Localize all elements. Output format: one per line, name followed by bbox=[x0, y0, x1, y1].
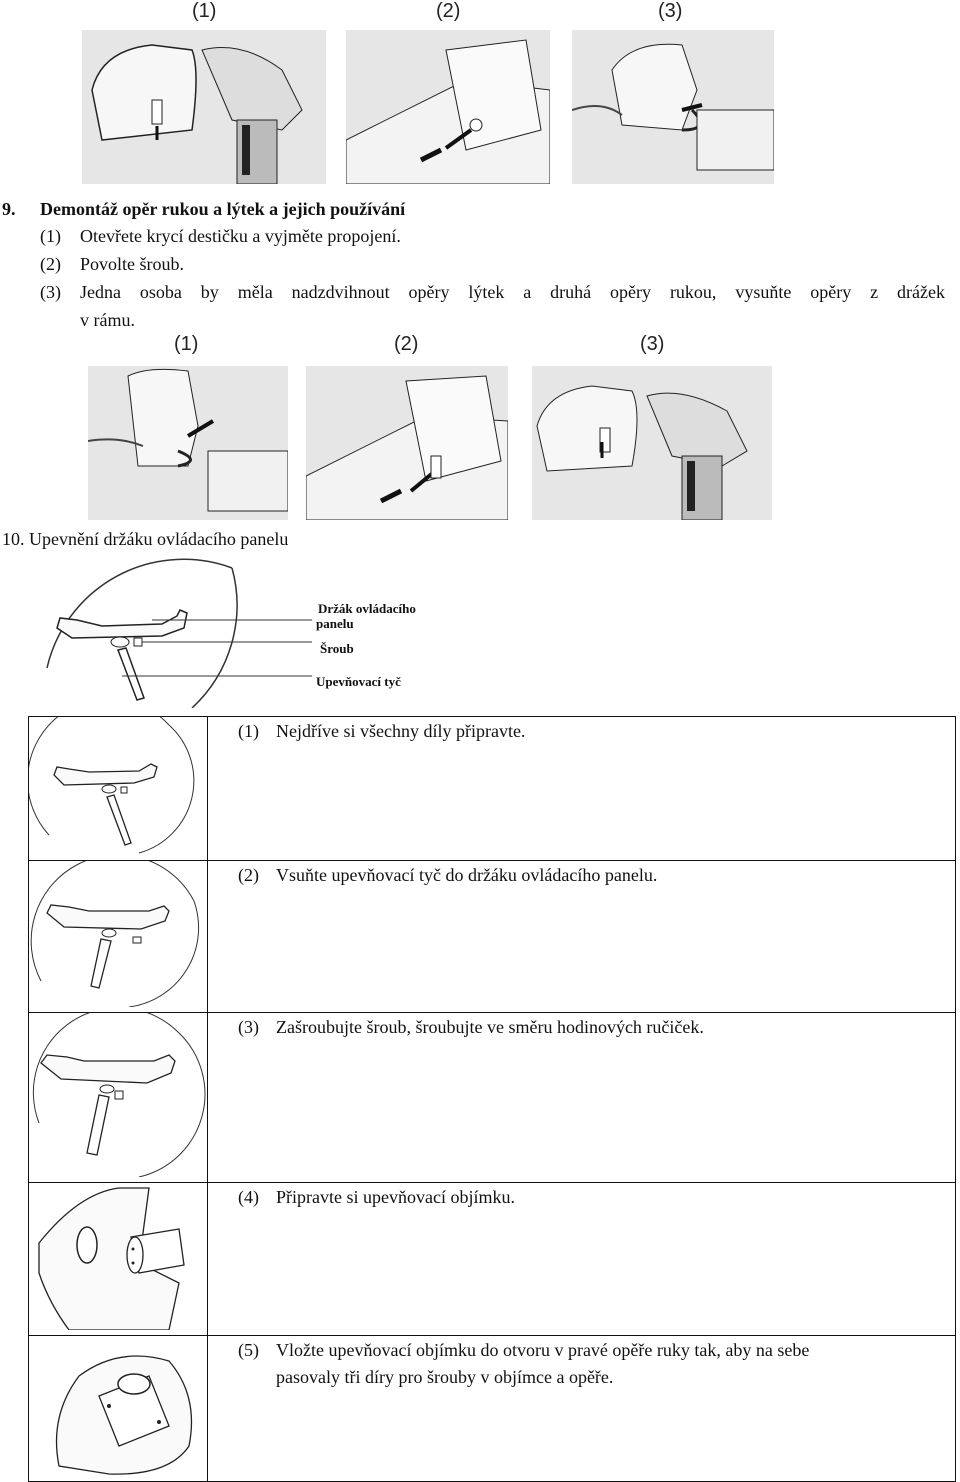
step-1-num: (1) bbox=[238, 721, 259, 741]
top-panel-label-3: (3) bbox=[658, 0, 683, 22]
table-row bbox=[29, 861, 956, 1013]
section9-step-3-continuation: v rámu. bbox=[80, 310, 135, 330]
step-3-image bbox=[29, 1013, 208, 1183]
step-5-num: (5) bbox=[238, 1340, 259, 1360]
step-3-label: Zašroubujte šroub, šroubujte ve směru hodinových ručiček. bbox=[276, 1017, 704, 1037]
mid-photo-2 bbox=[306, 366, 508, 520]
callout-holder-line1: Držák ovládacího bbox=[318, 601, 416, 616]
top-photo-2 bbox=[346, 30, 550, 184]
section9-step-1-text: Otevřete krycí destičku a vyjměte propojení. bbox=[80, 226, 401, 246]
step-5-text bbox=[238, 1338, 955, 1363]
callout-rod: Upevňovací tyč bbox=[316, 674, 401, 689]
steps-table bbox=[28, 716, 956, 1482]
section9-step-2 bbox=[40, 251, 184, 278]
step-2-image bbox=[29, 861, 208, 1013]
section9-step-2-num: (2) bbox=[40, 254, 61, 274]
step-2-label: Vsuňte upevňovací tyč do držáku ovládacího panelu. bbox=[276, 865, 658, 885]
step-1-image bbox=[29, 717, 208, 861]
step-4-cell bbox=[208, 1183, 956, 1336]
section9-heading bbox=[2, 196, 405, 223]
step-5-image bbox=[29, 1336, 208, 1482]
step-3-num: (3) bbox=[238, 1017, 259, 1037]
callout-screw: Šroub bbox=[320, 641, 354, 656]
step-1-cell bbox=[208, 717, 956, 861]
step-4-image bbox=[29, 1183, 208, 1336]
step-4-label: Připravte si upevňovací objímku. bbox=[276, 1187, 515, 1207]
step-2-cell bbox=[208, 861, 956, 1013]
section9-step-3 bbox=[40, 279, 945, 306]
section9-step-2-text: Povolte šroub. bbox=[80, 254, 185, 274]
mid-panel-label-3: (3) bbox=[640, 333, 665, 355]
mid-photo-3 bbox=[532, 366, 772, 520]
section10-title: 10. Upevnění držáku ovládacího panelu bbox=[2, 529, 289, 549]
step-2-text bbox=[238, 863, 955, 888]
section9-step-3-num: (3) bbox=[40, 282, 61, 302]
top-panel-label-1: (1) bbox=[192, 0, 217, 22]
step-5-continuation: pasovaly tři díry pro šrouby v objímce a opěře. bbox=[276, 1367, 614, 1387]
top-panel-label-2: (2) bbox=[436, 0, 461, 22]
step-1-text bbox=[238, 719, 955, 744]
section9-step-1 bbox=[40, 223, 401, 250]
mid-panel-label-2: (2) bbox=[394, 333, 419, 355]
step-3-text bbox=[238, 1015, 955, 1040]
step-1-label: Nejdříve si všechny díly připravte. bbox=[276, 721, 526, 741]
table-row bbox=[29, 1336, 956, 1482]
step-5-label: Vložte upevňovací objímku do otvoru v pravé opěře ruky tak, aby na sebe bbox=[276, 1340, 810, 1360]
step-4-text bbox=[238, 1185, 955, 1210]
step-2-num: (2) bbox=[238, 865, 259, 885]
section9-number: 9. bbox=[2, 199, 16, 219]
table-row bbox=[29, 717, 956, 861]
step-3-cell bbox=[208, 1013, 956, 1183]
step-5-cell bbox=[208, 1336, 956, 1482]
top-photo-1 bbox=[82, 30, 326, 184]
top-photo-3 bbox=[572, 30, 774, 184]
section9-title: Demontáž opěr rukou a lýtek a jejich používání bbox=[40, 199, 406, 219]
section9-step-3-text: Jedna osoba by měla nadzdvihnout opěry lýtek a druhá opěry rukou, vysuňte opěry z drážek bbox=[80, 282, 945, 302]
section9-step-1-num: (1) bbox=[40, 226, 61, 246]
step-4-num: (4) bbox=[238, 1187, 259, 1207]
callout-holder-line2: panelu bbox=[316, 616, 354, 631]
mid-panel-label-1: (1) bbox=[174, 333, 199, 355]
table-row bbox=[29, 1183, 956, 1336]
mid-photo-1 bbox=[88, 366, 288, 520]
table-row bbox=[29, 1013, 956, 1183]
